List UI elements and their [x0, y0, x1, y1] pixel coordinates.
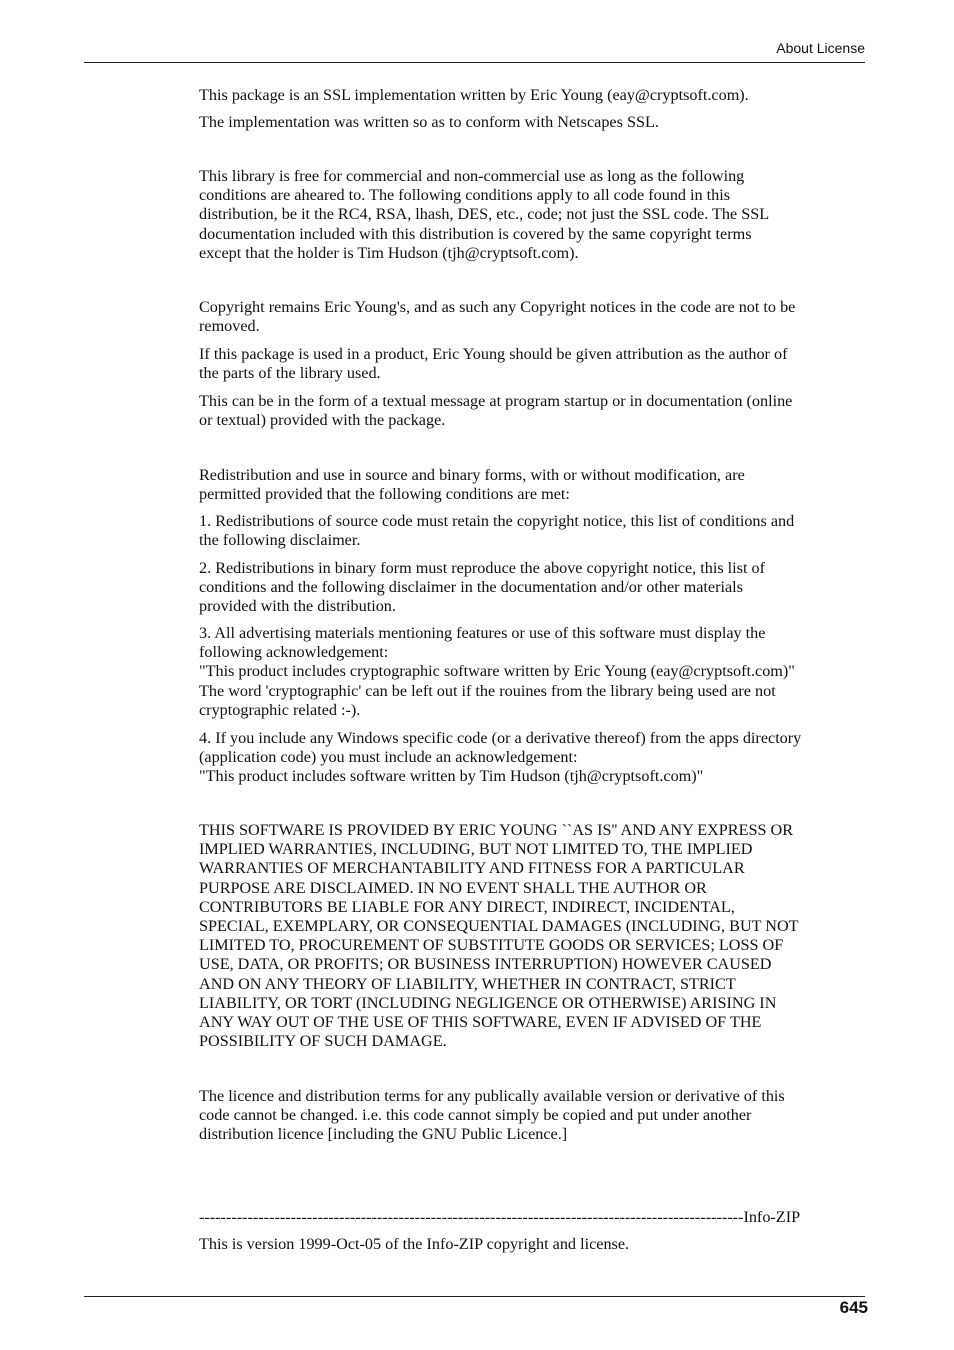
license-paragraph: [199, 624, 869, 720]
text-line: This package is an SSL implementation written by Eric Young (eay@cryptsoft.com).: [199, 86, 749, 104]
text-line: code cannot be changed. i.e. this code cannot simply be copied and put under another: [199, 1106, 752, 1125]
text-line: This library is free for commercial and non-commercial use as long as the following: [199, 167, 745, 185]
text-line: Redistribution and use in source and binary forms, with or without modification, are: [199, 466, 745, 484]
text-line: 4. If you include any Windows specific code (or a derivative thereof) from the apps directory: [199, 729, 802, 747]
text-line: cryptographic related :-).: [199, 700, 361, 719]
text-line: conditions are aheared to. The following conditions apply to all code found in this: [199, 186, 731, 205]
text-line: following acknowledgement:: [199, 643, 389, 662]
text-line: removed.: [199, 317, 260, 336]
text-line: permitted provided that the following conditions are met:: [199, 485, 570, 504]
text-line: ANY WAY OUT OF THE USE OF THIS SOFTWARE, EVEN IF ADVISED OF THE: [199, 1013, 762, 1032]
text-line: 3. All advertising materials mentioning features or use of this software must display the: [199, 624, 766, 642]
page-number: 645: [839, 1298, 868, 1317]
text-line: USE, DATA, OR PROFITS; OR BUSINESS INTERRUPTION) HOWEVER CAUSED: [199, 955, 772, 974]
license-paragraph: [199, 345, 869, 383]
license-paragraph: [199, 466, 869, 504]
license-paragraph: [199, 392, 869, 430]
text-line: provided with the distribution.: [199, 597, 396, 616]
text-line: SPECIAL, EXEMPLARY, OR CONSEQUENTIAL DAMAGES (INCLUDING, BUT NOT: [199, 917, 799, 936]
text-line: conditions and the following disclaimer in the documentation and/or other materials: [199, 578, 743, 597]
text-line: Copyright remains Eric Young's, and as such any Copyright notices in the code are not to be: [199, 298, 796, 316]
text-line: 1. Redistributions of source code must retain the copyright notice, this list of conditions and: [199, 512, 795, 530]
text-line: POSSIBILITY OF SUCH DAMAGE.: [199, 1032, 447, 1051]
text-line: LIABILITY, OR TORT (INCLUDING NEGLIGENCE OR OTHERWISE) ARISING IN: [199, 993, 777, 1012]
license-paragraph: [199, 1235, 869, 1254]
license-paragraph: [199, 86, 869, 105]
license-paragraph: [199, 113, 869, 132]
text-line: AND ON ANY THEORY OF LIABILITY, WHETHER IN CONTRACT, STRICT: [199, 974, 736, 993]
text-line: documentation included with this distribution is covered by the same copyright terms: [199, 224, 752, 243]
text-line: This is version 1999-Oct-05 of the Info-ZIP copyright and license.: [199, 1235, 630, 1253]
text-line: This can be in the form of a textual message at program startup or in documentation (online: [199, 392, 793, 410]
text-line: or textual) provided with the package.: [199, 411, 446, 430]
text-line: "This product includes software written by Tim Hudson (tjh@cryptsoft.com)": [199, 767, 704, 786]
license-paragraph: [199, 821, 869, 1051]
license-paragraph: [199, 729, 869, 787]
license-paragraph: [199, 298, 869, 336]
license-paragraph: [199, 167, 869, 263]
text-line: the following disclaimer.: [199, 531, 361, 550]
text-line: LIMITED TO, PROCUREMENT OF SUBSTITUTE GOODS OR SERVICES; LOSS OF: [199, 936, 784, 955]
text-line: -----------------------------------------------------------------------------------------------------Info-ZIP: [199, 1208, 801, 1226]
header-divider: [84, 62, 865, 63]
text-line: If this package is used in a product, Eric Young should be given attribution as the author of: [199, 345, 788, 363]
text-line: except that the holder is Tim Hudson (tjh@cryptsoft.com).: [199, 243, 579, 262]
text-line: CONTRIBUTORS BE LIABLE FOR ANY DIRECT, INDIRECT, INCIDENTAL,: [199, 897, 735, 916]
text-line: "This product includes cryptographic software written by Eric Young (eay@cryptsoft.com)": [199, 662, 795, 681]
license-paragraph: [199, 559, 869, 617]
text-line: The implementation was written so as to conform with Netscapes SSL.: [199, 113, 659, 131]
license-paragraph: [199, 1208, 869, 1227]
text-line: distribution, be it the RC4, RSA, lhash, DES, etc., code; not just the SSL code. The SSL: [199, 205, 770, 224]
text-line: The word 'cryptographic' can be left out if the rouines from the library being used are not: [199, 681, 776, 700]
running-header: About License: [776, 40, 865, 56]
text-line: THIS SOFTWARE IS PROVIDED BY ERIC YOUNG ``AS IS'' AND ANY EXPRESS OR: [199, 821, 794, 839]
text-line: The licence and distribution terms for any publically available version or derivative of this: [199, 1087, 785, 1105]
footer-divider: [84, 1296, 865, 1297]
license-paragraph: [199, 1087, 869, 1145]
text-line: (application code) you must include an acknowledgement:: [199, 748, 578, 767]
license-paragraph: [199, 512, 869, 550]
text-line: 2. Redistributions in binary form must reproduce the above copyright notice, this list of: [199, 559, 766, 577]
text-line: the parts of the library used.: [199, 364, 381, 383]
text-line: distribution licence [including the GNU Public Licence.]: [199, 1125, 568, 1144]
text-line: WARRANTIES OF MERCHANTABILITY AND FITNESS FOR A PARTICULAR: [199, 859, 745, 878]
text-line: PURPOSE ARE DISCLAIMED. IN NO EVENT SHALL THE AUTHOR OR: [199, 878, 707, 897]
text-line: IMPLIED WARRANTIES, INCLUDING, BUT NOT LIMITED TO, THE IMPLIED: [199, 840, 753, 859]
